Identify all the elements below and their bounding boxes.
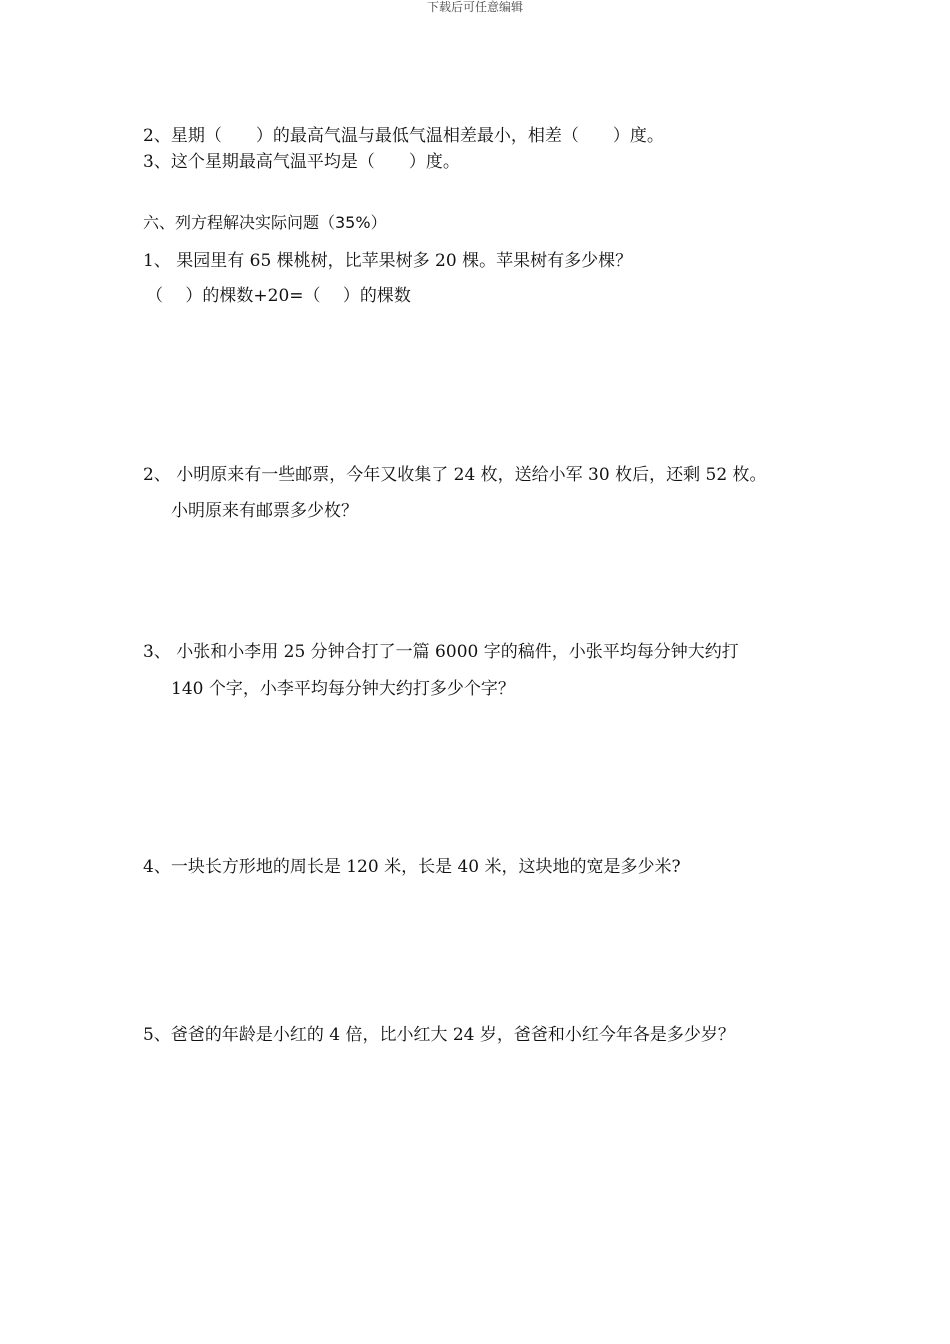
question-average-high-temperature: 3、这个星期最高气温平均是（ ）度。 <box>143 152 460 172</box>
question-weekday-temperature-difference: 2、星期（ ）的最高气温与最低气温相差最小，相差（ ）度。 <box>143 126 664 146</box>
problem-2-text-line-1: 2、 小明原来有一些邮票，今年又收集了 24 枚，送给小军 30 枚后，还剩 52 枚。 <box>143 465 767 485</box>
problem-2-text-line-2: 小明原来有邮票多少枚？ <box>171 501 358 521</box>
section-six-heading: 六、列方程解决实际问题（35%） <box>143 213 387 232</box>
problem-4-text: 4、一块长方形地的周长是 120 米，长是 40 米，这块地的宽是多少米? <box>143 857 681 877</box>
problem-1-text: 1、 果园里有 65 棵桃树，比苹果树多 20 棵。苹果树有多少棵？ <box>143 251 633 271</box>
problem-3-text-line-2: 140 个字，小李平均每分钟大约打多少个字？ <box>171 679 515 699</box>
problem-1-hint: （ ）的棵数+20=（ ）的棵数 <box>146 286 411 306</box>
problem-5-text: 5、爸爸的年龄是小红的 4 倍，比小红大 24 岁，爸爸和小红今年各是多少岁？ <box>143 1025 735 1045</box>
page-header-note: 下载后可任意编辑 <box>426 0 523 14</box>
problem-3-text-line-1: 3、 小张和小李用 25 分钟合打了一篇 6000 字的稿件，小张平均每分钟大约打 <box>143 642 739 662</box>
